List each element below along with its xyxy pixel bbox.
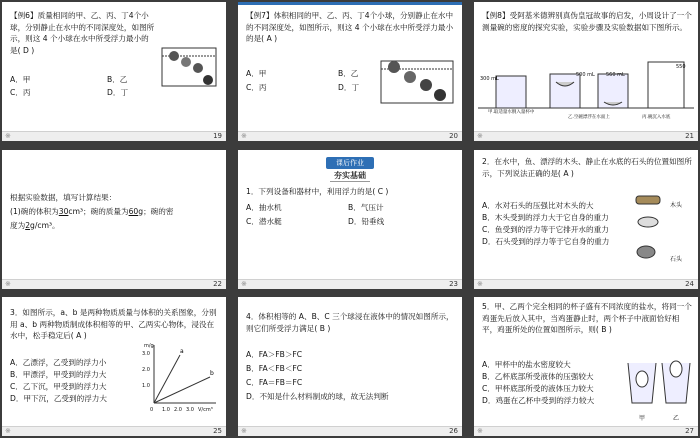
question-text: 4．体积相等的 A、B、C 三个球浸在液体中的情况如图所示，则它们所受浮力满足( B ): [246, 312, 454, 333]
label-300: 300 mL: [480, 76, 499, 82]
slide-22[interactable]: [2, 150, 226, 289]
slide-23[interactable]: [238, 150, 462, 289]
slide-26[interactable]: [238, 297, 462, 436]
slide-number: 26: [449, 427, 458, 435]
footer-mark: ※: [477, 132, 483, 140]
label-wood: 木头: [670, 202, 683, 209]
slide-number: 25: [213, 427, 222, 435]
footer-mark: ※: [477, 280, 483, 288]
slide-24[interactable]: [474, 150, 698, 289]
x-tick: 0: [150, 407, 154, 413]
slide-21[interactable]: [474, 2, 698, 141]
fish-wood-stone-figure: [624, 190, 694, 266]
text-part: 度为: [10, 221, 26, 230]
option-a: A．乙漂浮，乙受到的浮力小: [10, 358, 107, 367]
slide-footer: [474, 279, 698, 289]
question-text: 【例6】质量相同的甲、乙、丙、丁4个小球，分别静止在水中的不同深度处，如图所示，则这 4 个小球在水中所受浮力最小的是( D ): [10, 11, 155, 55]
question-text: 1．下列设备和器材中，利用浮力的是( C ): [246, 187, 389, 196]
mass-answer: 60: [128, 207, 139, 216]
option-d: D．甲下沉，乙受到的浮力大: [10, 394, 107, 403]
option-d: D．不知是什么材料制成的球，故无法判断: [246, 392, 389, 401]
x-tick: 1.0: [162, 407, 170, 413]
caption-a: 甲.取适量水倒入量杯中: [488, 110, 535, 115]
question-text: 5．甲、乙两个完全相同的杯子盛有不同浓度的盐水，将同一个鸡蛋先后放入其中，当鸡蛋静止时，两个杯子中液面恰好相平，鸡蛋所处的位置如图所示，则( B ): [482, 302, 692, 334]
footer-mark: ※: [477, 427, 483, 435]
slide-footer: [2, 426, 226, 436]
option-a: A．水对石头的压强比对木头的大: [482, 201, 594, 210]
option-b: B．乙: [107, 75, 128, 84]
slide-20[interactable]: [238, 2, 462, 141]
container-balls-figure: [160, 40, 220, 90]
footer-mark: ※: [241, 427, 247, 435]
option-c: C．丙: [246, 83, 267, 92]
y-tick: 1.0: [142, 383, 150, 389]
slide-footer: [474, 131, 698, 141]
footer-mark: ※: [241, 280, 247, 288]
caption-c: 丙.碗沉入水底: [642, 115, 671, 120]
slide-number: 27: [685, 427, 694, 435]
question-text: 2．在水中，鱼、漂浮的木头、静止在水底的石头的位置如图所示，下列说法正确的是( A ): [482, 157, 692, 178]
slide-number: 19: [213, 132, 222, 140]
text-part: g/cm³。: [30, 221, 60, 230]
cups-egg-figure: [624, 357, 694, 413]
option-b: B．FA＜FB＜FC: [246, 364, 303, 373]
slide-stripe: [238, 2, 462, 5]
caption-b: 乙.空碗漂浮在水面上: [568, 115, 610, 120]
slide-number: 20: [449, 132, 458, 140]
homework-tag: 课后作业: [326, 157, 374, 169]
footer-mark: ※: [5, 427, 11, 435]
answer-line-2: [10, 220, 220, 232]
label-500: 500 mL: [576, 72, 595, 78]
option-c: C．FA＝FB＝FC: [246, 378, 303, 387]
volume-answer: 30: [58, 207, 69, 216]
option-a: A．甲: [10, 75, 31, 84]
option-a: A．甲: [246, 69, 267, 78]
slide-footer: [2, 279, 226, 289]
question-text: 根据实验数据，填写计算结果：: [10, 193, 117, 202]
option-a: A．甲杯中的盐水密度较大: [482, 360, 571, 369]
x-tick: 3.0: [186, 407, 194, 413]
slide-footer: [2, 131, 226, 141]
option-b: B．乙: [338, 69, 359, 78]
option-c: C．潜水艇: [246, 217, 282, 226]
slide-number: 23: [449, 280, 458, 288]
option-d: D．鸡蛋在乙杯中受到的浮力较大: [482, 396, 595, 405]
slide-25[interactable]: [2, 297, 226, 436]
option-c: C．甲杯底部所受的液体压力较大: [482, 384, 594, 393]
y-tick: 2.0: [142, 367, 150, 373]
option-d: D．石头受到的浮力等于它自身的重力: [482, 237, 610, 246]
slide-19[interactable]: [2, 2, 226, 141]
option-b: B．乙杯底部所受液体的压强较大: [482, 372, 594, 381]
slide-footer: [238, 131, 462, 141]
text-part: cm³；碗的质量为: [68, 207, 129, 216]
text-part: g；碗的密: [138, 207, 174, 216]
footer-mark: ※: [241, 132, 247, 140]
question-text: 【例7】体积相同的甲、乙、丙、丁4个小球，分别静止在水中的不同深度处，如图所示，则这 4 个小球在水中所受浮力最小的是( A ): [246, 11, 454, 43]
option-c: C．乙下沉，甲受到的浮力大: [10, 382, 107, 391]
option-d: D．丁: [338, 83, 360, 92]
x-tick: 2.0: [174, 407, 182, 413]
question-text: 3．如图所示，a、b 是两种物质质量与体积的关系图象，分别用 a、b 两种物质制成体积相等的甲、乙两实心物体，浸没在水中，松手稳定后( A ): [10, 308, 217, 340]
density-answer: 2: [25, 221, 31, 230]
slide-footer: [238, 279, 462, 289]
option-b: B．甲漂浮，甲受到的浮力大: [10, 370, 107, 379]
option-b: B．气压计: [348, 203, 384, 212]
container-balls-figure: [378, 57, 456, 107]
label-cup-a: 甲: [639, 415, 646, 422]
question-text: 【例8】受阿基米德辨别真伪皇冠故事的启发，小周设计了一个测量碗的密度的探究实验，实验步骤及实验数据如下图所示。: [482, 11, 692, 32]
slide-number: 24: [685, 280, 694, 288]
label-cup-b: 乙: [673, 415, 680, 422]
option-b: B．木头受到的浮力大于它自身的重力: [482, 213, 609, 222]
label-550: 550: [676, 64, 686, 70]
slide-number: 21: [685, 132, 694, 140]
x-axis-label: V/cm³: [198, 407, 213, 413]
slide-27[interactable]: [474, 297, 698, 436]
option-d: D．丁: [107, 88, 129, 97]
y-tick: 3.0: [142, 351, 150, 357]
option-a: A．抽水机: [246, 203, 282, 212]
svg-text:b: b: [210, 370, 214, 377]
label-560: 560 mL: [606, 72, 625, 78]
label-stone: 石头: [670, 256, 683, 263]
slide-number: 22: [213, 280, 222, 288]
option-c: C．丙: [10, 88, 31, 97]
svg-text:a: a: [180, 348, 184, 355]
slide-footer: [474, 426, 698, 436]
option-d: D．铅垂线: [348, 217, 385, 226]
footer-mark: ※: [5, 132, 11, 140]
option-a: A．FA＞FB＞FC: [246, 350, 303, 359]
section-heading: 夯实基础: [330, 170, 370, 182]
answer-line-1: [10, 206, 220, 218]
option-c: C．鱼受到的浮力等于它排开水的重力: [482, 225, 609, 234]
footer-mark: ※: [5, 280, 11, 288]
y-axis-label: m/g: [144, 343, 154, 349]
slide-footer: [238, 426, 462, 436]
text-part: (1)碗的体积为: [10, 207, 59, 216]
